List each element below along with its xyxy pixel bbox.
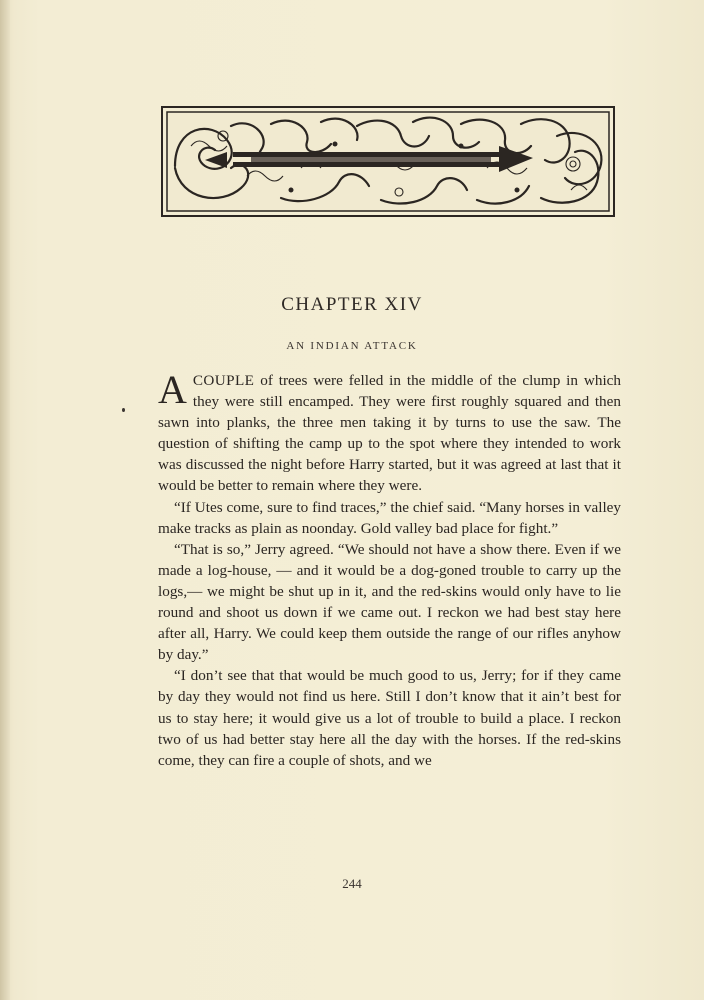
page-gutter-shadow <box>0 0 10 1000</box>
paragraph-4: “I don’t see that that would be much good to us, Jerry; for if they came by day they would not find us here. Still I don’t know that it ain’t best for us to stay here; it would give us a lot of trouble to build a place. I reckon two of us had better stay here all the day with the horses. If the red-skins come, they can fire a couple of shots, and we <box>158 667 621 769</box>
drop-cap: A <box>158 367 187 412</box>
opening-words: COUPLE <box>192 372 255 389</box>
paragraph-3: “That is so,” Jerry agreed. “We should not have a show there. Even if we made a log-house, — and it would be a dog-goned trouble to carry up the logs,— we might be shut up in it, and the red-skins would only have to lie round and shoot us down if we came out. I reckon we had best stay here after all, Harry. We could keep them outside the range of our rifles anyhow by day.” <box>158 540 621 664</box>
paragraph-2: “If Utes come, sure to find traces,” the chief said. “Many horses in valley make tracks as plain as noonday. Gold valley bad place for fight.” <box>158 498 621 537</box>
page-number: 244 <box>342 876 362 891</box>
paragraph-1 <box>158 367 621 497</box>
paragraph-1-text: of trees were felled in the middle of the clump in which they were still encamped. They were first roughly squared and then sawn into planks, the three men taking it by turns to use the saw. The question of shifting the camp up to the spot where they intended to work was discussed the night before Harry started, but it was agreed at last that it would be better to remain where they were. <box>158 372 621 495</box>
ink-speck <box>122 408 125 412</box>
chapter-heading: CHAPTER XIV <box>281 294 423 315</box>
chapter-subtitle: AN INDIAN ATTACK <box>286 340 418 352</box>
body-text <box>158 367 621 771</box>
decorative-headpiece-ornament <box>161 106 615 217</box>
